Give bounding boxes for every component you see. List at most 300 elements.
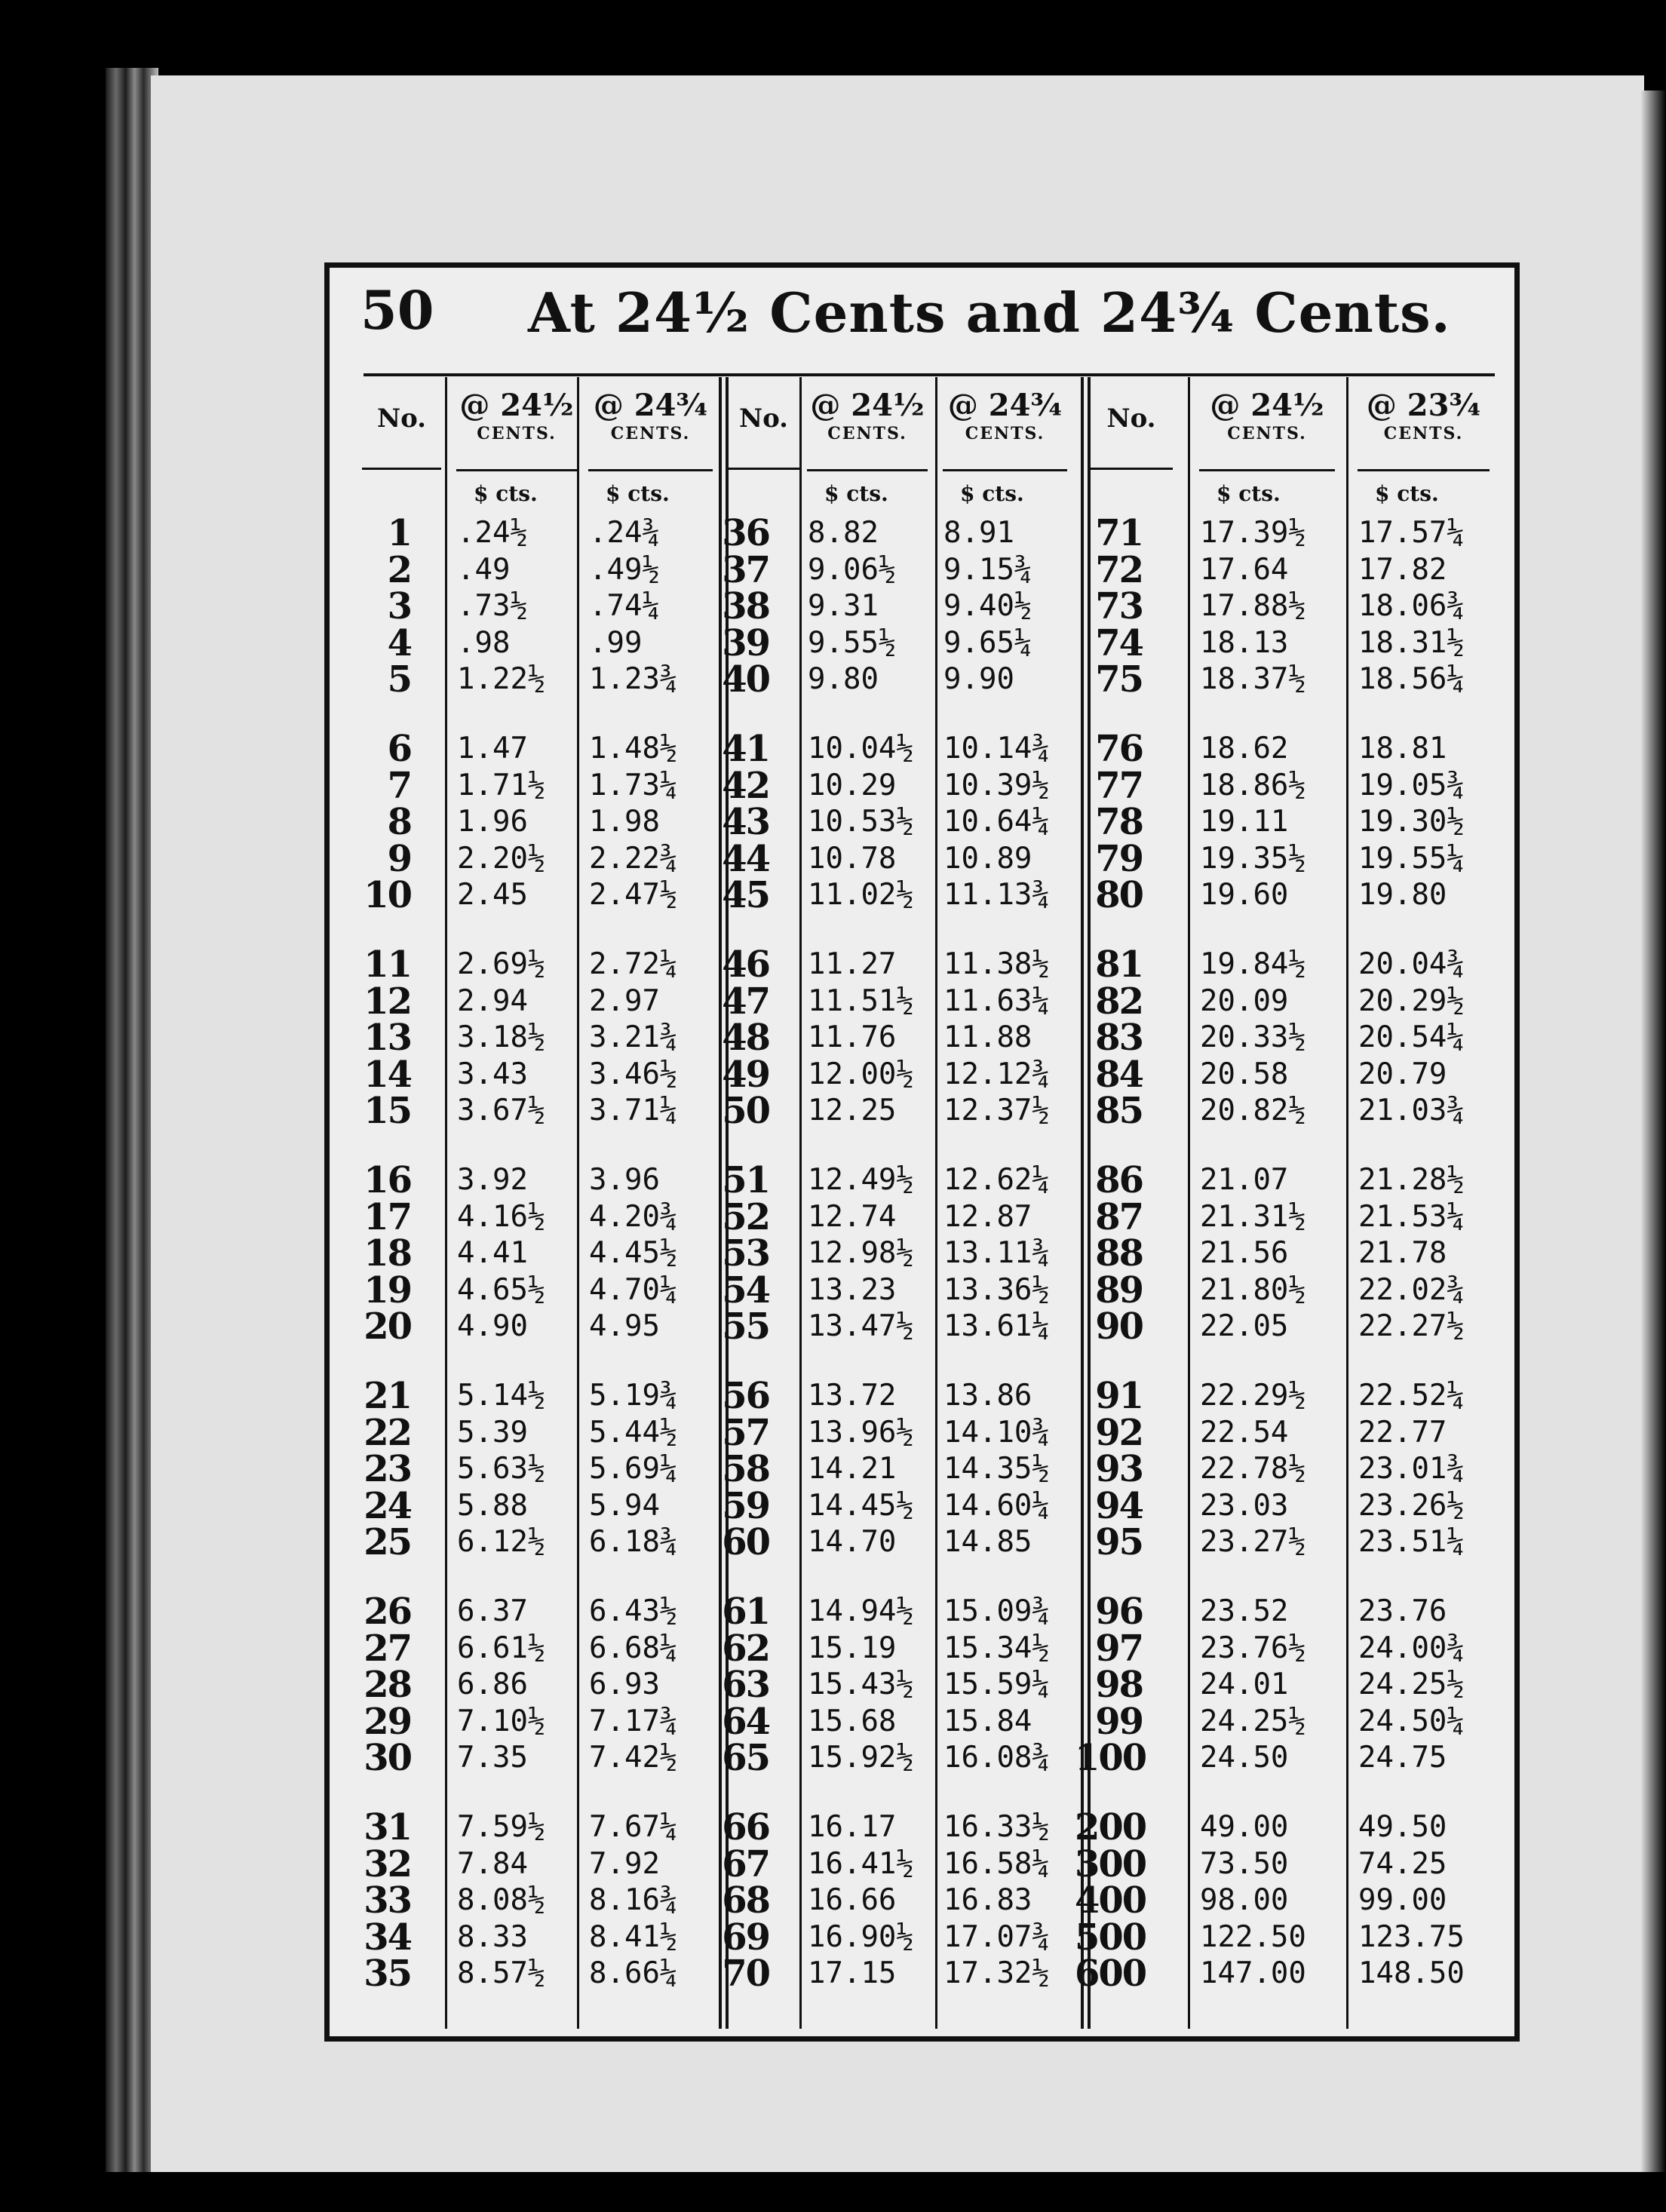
unit-label: CENTS. [1227, 424, 1307, 443]
price-at-rate-1: .49 [457, 552, 511, 587]
price-at-rate-1: 3.67½ [457, 1094, 546, 1128]
price-at-rate-1: .73½ [457, 589, 528, 624]
header-underline [1358, 469, 1490, 471]
col-divider [445, 377, 447, 2029]
price-at-rate-2: 4.70¼ [589, 1272, 678, 1307]
price-at-rate-2: 24.25½ [1358, 1667, 1465, 1702]
row-number: 28 [364, 1664, 411, 1707]
row-number: 38 [722, 585, 769, 628]
price-at-rate-2: 12.87 [943, 1199, 1032, 1234]
price-at-rate-2: .99 [589, 625, 643, 660]
price-at-rate-1: 24.50 [1200, 1741, 1289, 1775]
unit-label: CENTS. [965, 424, 1045, 443]
price-at-rate-1: 4.90 [457, 1309, 528, 1344]
row-number: 98 [1095, 1664, 1143, 1707]
row-number: 33 [364, 1879, 411, 1922]
row-number: 82 [1095, 980, 1143, 1023]
row-number: 3 [387, 585, 411, 628]
price-at-rate-1: 8.33 [457, 1919, 528, 1954]
price-at-rate-1: 5.63½ [457, 1452, 546, 1486]
price-at-rate-1: 14.70 [808, 1525, 897, 1560]
price-at-rate-2: 22.02¾ [1358, 1272, 1465, 1307]
no-column-header: No. [739, 403, 788, 434]
price-at-rate-1: 8.08½ [457, 1883, 546, 1918]
row-number: 40 [722, 658, 769, 701]
row-number: 53 [722, 1232, 769, 1275]
header-underline [456, 469, 577, 471]
price-at-rate-1: 1.47 [457, 732, 528, 765]
price-at-rate-2: 14.85 [943, 1525, 1032, 1560]
price-at-rate-1: 17.15 [808, 1956, 897, 1991]
row-number: 91 [1095, 1375, 1143, 1417]
no-column-header: No. [377, 403, 426, 434]
price-at-rate-1: 16.41½ [808, 1846, 914, 1881]
price-at-rate-1: 1.22½ [457, 662, 546, 697]
price-at-rate-1: 13.47½ [808, 1309, 914, 1344]
price-at-rate-1: 12.74 [808, 1199, 897, 1234]
price-at-rate-2: 4.20¾ [589, 1199, 678, 1234]
price-at-rate-2: 14.35½ [943, 1452, 1050, 1486]
row-number: 41 [722, 728, 769, 770]
price-at-rate-2: 18.56¼ [1358, 662, 1465, 697]
row-number: 20 [364, 1305, 411, 1348]
row-number: 89 [1095, 1269, 1143, 1312]
price-at-rate-1: 1.96 [457, 805, 528, 839]
price-at-rate-1: 8.57½ [457, 1956, 546, 1991]
price-at-rate-1: 22.78½ [1200, 1452, 1306, 1486]
price-at-rate-1: 19.11 [1200, 805, 1289, 839]
price-at-rate-2: 3.46½ [589, 1057, 678, 1091]
price-at-rate-1: .24½ [457, 516, 528, 550]
price-at-rate-2: 10.89 [943, 841, 1032, 876]
price-at-rate-2: .74¼ [589, 589, 660, 624]
price-at-rate-1: 20.82½ [1200, 1094, 1306, 1128]
row-number: 50 [722, 1090, 769, 1133]
row-number: 93 [1095, 1448, 1143, 1491]
price-at-rate-1: 14.45½ [808, 1488, 914, 1523]
price-at-rate-2: 8.41½ [589, 1919, 678, 1954]
price-at-rate-1: 19.84½ [1200, 947, 1306, 981]
rate-column-header [1195, 388, 1339, 444]
price-at-rate-1: 6.86 [457, 1667, 528, 1702]
page-edge [1641, 91, 1666, 2172]
price-at-rate-1: 11.27 [808, 947, 897, 981]
price-at-rate-2: 15.84 [943, 1704, 1032, 1738]
price-at-rate-1: 20.33½ [1200, 1020, 1306, 1055]
row-number: 48 [722, 1017, 769, 1060]
row-number: 68 [722, 1879, 769, 1922]
dollar-cents-label: $ cts. [606, 481, 670, 506]
price-at-rate-1: 22.29½ [1200, 1379, 1306, 1413]
row-number: 27 [364, 1627, 411, 1670]
row-number: 19 [364, 1269, 411, 1312]
price-at-rate-2: 12.12¾ [943, 1057, 1050, 1091]
price-at-rate-2: 13.86 [943, 1379, 1032, 1413]
price-at-rate-2: 23.26½ [1358, 1488, 1465, 1523]
row-number: 71 [1095, 512, 1143, 554]
price-at-rate-1: 98.00 [1200, 1883, 1289, 1918]
price-at-rate-2: 5.69¼ [589, 1452, 678, 1486]
price-at-rate-2: 19.55¼ [1358, 841, 1465, 876]
row-number: 57 [722, 1411, 769, 1454]
row-number: 44 [722, 837, 769, 880]
row-number: 90 [1095, 1305, 1143, 1348]
price-at-rate-2: 23.76 [1358, 1594, 1447, 1628]
price-at-rate-1: 13.96½ [808, 1415, 914, 1450]
price-at-rate-1: 19.60 [1200, 878, 1289, 913]
price-at-rate-2: 16.08¾ [943, 1741, 1050, 1775]
price-at-rate-2: 17.82 [1358, 552, 1447, 587]
rate-label: @ 24½ [1210, 388, 1324, 423]
col-divider [577, 377, 579, 2029]
price-at-rate-1: 12.49½ [808, 1163, 914, 1197]
price-at-rate-1: 10.29 [808, 768, 897, 802]
price-at-rate-1: 12.25 [808, 1094, 897, 1128]
unit-label: CENTS. [610, 424, 691, 443]
row-number: 54 [722, 1269, 769, 1312]
price-at-rate-1: 2.20½ [457, 841, 546, 876]
price-at-rate-1: 18.62 [1200, 732, 1289, 765]
header-underline [588, 469, 713, 471]
row-number: 30 [364, 1737, 411, 1780]
price-at-rate-2: 20.54¼ [1358, 1020, 1465, 1055]
row-number: 97 [1095, 1627, 1143, 1670]
price-at-rate-1: 15.19 [808, 1631, 897, 1665]
price-at-rate-2: 7.67¼ [589, 1810, 678, 1844]
price-at-rate-1: 12.98½ [808, 1236, 914, 1271]
unit-label: CENTS. [1383, 424, 1464, 443]
price-at-rate-1: 16.90½ [808, 1919, 914, 1954]
price-at-rate-2: 1.48½ [589, 732, 678, 765]
price-at-rate-2: 7.17¾ [589, 1704, 678, 1738]
price-at-rate-2: 2.22¾ [589, 841, 678, 876]
row-number: 76 [1095, 728, 1143, 770]
row-number: 80 [1095, 874, 1143, 917]
row-number: 87 [1095, 1195, 1143, 1238]
price-at-rate-2: 19.80 [1358, 878, 1447, 913]
row-number: 72 [1095, 548, 1143, 591]
col-divider [1346, 377, 1348, 2029]
price-at-rate-2: 8.16¾ [589, 1883, 678, 1918]
price-at-rate-2: 123.75 [1358, 1919, 1465, 1954]
row-number: 74 [1095, 621, 1143, 664]
price-at-rate-2: 4.95 [589, 1309, 660, 1344]
price-at-rate-1: 13.72 [808, 1379, 897, 1413]
price-at-rate-1: 20.58 [1200, 1057, 1289, 1091]
price-at-rate-1: 2.94 [457, 983, 528, 1018]
price-at-rate-2: 12.37½ [943, 1094, 1050, 1128]
price-at-rate-1: 17.88½ [1200, 589, 1306, 624]
price-at-rate-1: 12.00½ [808, 1057, 914, 1091]
price-at-rate-2: 15.59¼ [943, 1667, 1050, 1702]
price-at-rate-2: 10.39½ [943, 768, 1050, 802]
price-at-rate-2: 18.31½ [1358, 625, 1465, 660]
price-at-rate-1: 15.92½ [808, 1741, 914, 1775]
row-number: 99 [1095, 1700, 1143, 1743]
price-at-rate-1: 7.59½ [457, 1810, 546, 1844]
price-at-rate-1: 15.68 [808, 1704, 897, 1738]
row-number: 51 [722, 1159, 769, 1201]
price-at-rate-1: 1.71½ [457, 768, 546, 802]
price-at-rate-2: 11.63¼ [943, 983, 1050, 1018]
row-number: 55 [722, 1305, 769, 1348]
price-at-rate-1: 21.07 [1200, 1163, 1289, 1197]
price-at-rate-2: 17.07¾ [943, 1919, 1050, 1954]
row-number: 63 [722, 1664, 769, 1707]
col-divider [935, 377, 937, 2029]
row-number: 4 [387, 621, 411, 664]
price-at-rate-2: 5.19¾ [589, 1379, 678, 1413]
row-number: 15 [364, 1090, 411, 1133]
dollar-cents-label: $ cts. [960, 481, 1024, 506]
row-number: 29 [364, 1700, 411, 1743]
price-at-rate-2: 22.52¼ [1358, 1379, 1465, 1413]
price-at-rate-1: 22.54 [1200, 1415, 1289, 1450]
price-at-rate-1: 18.86½ [1200, 768, 1306, 802]
row-number: 16 [364, 1159, 411, 1201]
rate-label: @ 24½ [810, 388, 925, 423]
price-at-rate-2: 24.75 [1358, 1741, 1447, 1775]
price-at-rate-1: 9.80 [808, 662, 879, 697]
row-number: 66 [722, 1806, 769, 1848]
unit-label: CENTS. [827, 424, 907, 443]
row-number: 85 [1095, 1090, 1143, 1133]
rate-column-header [803, 388, 931, 444]
price-at-rate-1: 16.17 [808, 1810, 897, 1844]
price-at-rate-1: 10.53½ [808, 805, 914, 839]
row-number: 69 [722, 1916, 769, 1959]
row-number: 300 [1075, 1842, 1146, 1885]
price-at-rate-2: 14.60¼ [943, 1488, 1050, 1523]
row-number: 62 [722, 1627, 769, 1670]
price-at-rate-2: 2.72¼ [589, 947, 678, 981]
row-number: 58 [722, 1448, 769, 1491]
row-number: 81 [1095, 943, 1143, 986]
price-at-rate-1: 7.10½ [457, 1704, 546, 1738]
row-number: 70 [722, 1953, 769, 1996]
row-number: 65 [722, 1737, 769, 1780]
row-number: 24 [364, 1484, 411, 1527]
price-at-rate-2: 22.27½ [1358, 1309, 1465, 1344]
dollar-cents-label: $ cts. [474, 481, 538, 506]
price-at-rate-1: 9.31 [808, 589, 879, 624]
price-at-rate-2: 23.51¼ [1358, 1525, 1465, 1560]
row-number: 84 [1095, 1053, 1143, 1096]
price-at-rate-1: 17.39½ [1200, 516, 1306, 550]
header-underline [362, 468, 441, 470]
row-number: 10 [364, 874, 411, 917]
price-at-rate-1: 6.61½ [457, 1631, 546, 1665]
price-at-rate-1: 18.37½ [1200, 662, 1306, 697]
row-number: 7 [387, 764, 411, 807]
price-at-rate-2: 24.50¼ [1358, 1704, 1465, 1738]
price-at-rate-2: 2.97 [589, 983, 660, 1018]
price-at-rate-2: 1.98 [589, 805, 660, 839]
row-number: 47 [722, 980, 769, 1023]
price-at-rate-1: 73.50 [1200, 1846, 1289, 1881]
price-at-rate-1: 2.69½ [457, 947, 546, 981]
unit-label: CENTS. [477, 424, 557, 443]
row-number: 14 [364, 1053, 411, 1096]
price-at-rate-1: 7.35 [457, 1741, 528, 1775]
price-at-rate-1: 6.12½ [457, 1525, 546, 1560]
row-number: 32 [364, 1842, 411, 1885]
price-at-rate-1: 3.92 [457, 1163, 528, 1197]
price-at-rate-2: 5.44½ [589, 1415, 678, 1450]
price-at-rate-2: 16.83 [943, 1883, 1032, 1918]
row-number: 43 [722, 801, 769, 844]
price-at-rate-1: 4.16½ [457, 1199, 546, 1234]
price-at-rate-1: 9.06½ [808, 552, 897, 587]
title-rule [364, 373, 1495, 376]
price-at-rate-1: 23.76½ [1200, 1631, 1306, 1665]
row-number: 12 [364, 980, 411, 1023]
price-at-rate-1: .98 [457, 625, 511, 660]
price-at-rate-2: 21.28½ [1358, 1163, 1465, 1197]
price-at-rate-1: 4.65½ [457, 1272, 546, 1307]
price-at-rate-2: .24¾ [589, 516, 660, 550]
price-at-rate-1: 22.05 [1200, 1309, 1289, 1344]
row-number: 21 [364, 1375, 411, 1417]
rate-column-header [1354, 388, 1493, 444]
price-at-rate-1: 14.94½ [808, 1594, 914, 1628]
price-at-rate-1: 16.66 [808, 1883, 897, 1918]
col-divider [799, 377, 802, 2029]
price-at-rate-2: 3.21¾ [589, 1020, 678, 1055]
row-number: 100 [1075, 1737, 1146, 1780]
price-at-rate-1: 9.55½ [808, 625, 897, 660]
price-at-rate-2: 7.92 [589, 1846, 660, 1881]
price-at-rate-2: 24.00¾ [1358, 1631, 1465, 1665]
price-at-rate-1: 15.43½ [808, 1667, 914, 1702]
row-number: 17 [364, 1195, 411, 1238]
no-column-header: No. [1106, 403, 1156, 434]
price-at-rate-1: 23.27½ [1200, 1525, 1306, 1560]
row-number: 52 [722, 1195, 769, 1238]
price-at-rate-2: 13.11¾ [943, 1236, 1050, 1271]
price-at-rate-2: 21.03¾ [1358, 1094, 1465, 1128]
row-number: 400 [1075, 1879, 1146, 1922]
price-at-rate-2: 17.32½ [943, 1956, 1050, 1991]
price-at-rate-1: 5.14½ [457, 1379, 546, 1413]
price-at-rate-1: 21.80½ [1200, 1272, 1306, 1307]
price-at-rate-1: 4.41 [457, 1236, 528, 1271]
price-at-rate-2: 49.50 [1358, 1810, 1447, 1844]
row-number: 36 [722, 512, 769, 554]
row-number: 95 [1095, 1521, 1143, 1564]
price-at-rate-1: 14.21 [808, 1452, 897, 1486]
row-number: 78 [1095, 801, 1143, 844]
price-at-rate-1: 23.52 [1200, 1594, 1289, 1628]
row-number: 46 [722, 943, 769, 986]
price-at-rate-1: 122.50 [1200, 1919, 1306, 1954]
row-number: 45 [722, 874, 769, 917]
row-number: 600 [1075, 1953, 1146, 1996]
row-number: 2 [387, 548, 411, 591]
row-number: 18 [364, 1232, 411, 1275]
price-at-rate-1: 10.78 [808, 841, 897, 876]
price-at-rate-2: 3.96 [589, 1163, 660, 1197]
row-number: 25 [364, 1521, 411, 1564]
price-at-rate-2: 6.68¼ [589, 1631, 678, 1665]
price-at-rate-2: 13.36½ [943, 1272, 1050, 1307]
row-number: 5 [387, 658, 411, 701]
rate-column-header [939, 388, 1071, 444]
price-at-rate-1: 49.00 [1200, 1810, 1289, 1844]
row-number: 200 [1075, 1806, 1146, 1848]
price-at-rate-2: 7.42½ [589, 1741, 678, 1775]
price-at-rate-1: 17.64 [1200, 552, 1289, 587]
price-at-rate-2: 148.50 [1358, 1956, 1465, 1991]
price-at-rate-2: 22.77 [1358, 1415, 1447, 1450]
price-at-rate-1: 10.04½ [808, 732, 914, 765]
rate-label: @ 24½ [459, 388, 574, 423]
row-number: 34 [364, 1916, 411, 1959]
price-at-rate-2: 74.25 [1358, 1846, 1447, 1881]
row-number: 94 [1095, 1484, 1143, 1527]
price-at-rate-2: 19.30½ [1358, 805, 1465, 839]
price-at-rate-2: 8.91 [943, 516, 1014, 550]
col-divider [1188, 377, 1190, 2029]
price-at-rate-2: 9.65¼ [943, 625, 1032, 660]
rate-label: @ 24¾ [947, 388, 1063, 423]
price-at-rate-2: 2.47½ [589, 878, 678, 913]
price-at-rate-2: 21.53¼ [1358, 1199, 1465, 1234]
price-at-rate-2: 12.62¼ [943, 1163, 1050, 1197]
price-at-rate-2: 9.40½ [943, 589, 1032, 624]
row-number: 49 [722, 1053, 769, 1096]
price-at-rate-2: 3.71¼ [589, 1094, 678, 1128]
page-title: At 24½ Cents and 24¾ Cents. [528, 281, 1451, 345]
price-at-rate-1: 7.84 [457, 1846, 528, 1881]
row-number: 79 [1095, 837, 1143, 880]
row-number: 73 [1095, 585, 1143, 628]
price-at-rate-2: 15.09¾ [943, 1594, 1050, 1628]
price-at-rate-1: 13.23 [808, 1272, 897, 1307]
price-at-rate-2: 99.00 [1358, 1883, 1447, 1918]
price-at-rate-2: 11.38½ [943, 947, 1050, 981]
header-underline [807, 469, 928, 471]
row-number: 92 [1095, 1411, 1143, 1454]
price-at-rate-1: 6.37 [457, 1594, 528, 1628]
row-number: 11 [364, 943, 411, 986]
row-number: 23 [364, 1448, 411, 1491]
row-number: 59 [722, 1484, 769, 1527]
row-number: 86 [1095, 1159, 1143, 1201]
price-at-rate-2: 9.90 [943, 662, 1014, 697]
price-at-rate-2: 14.10¾ [943, 1415, 1050, 1450]
row-number: 61 [722, 1591, 769, 1633]
row-number: 22 [364, 1411, 411, 1454]
row-number: 9 [387, 837, 411, 880]
price-at-rate-2: 16.33½ [943, 1810, 1050, 1844]
row-number: 26 [364, 1591, 411, 1633]
price-at-rate-1: 3.18½ [457, 1020, 546, 1055]
price-at-rate-2: 17.57¼ [1358, 516, 1465, 550]
price-at-rate-2: 1.73¼ [589, 768, 678, 802]
row-number: 96 [1095, 1591, 1143, 1633]
price-at-rate-1: 19.35½ [1200, 841, 1306, 876]
row-number: 77 [1095, 764, 1143, 807]
row-number: 35 [364, 1953, 411, 1996]
price-at-rate-2: 6.93 [589, 1667, 660, 1702]
price-at-rate-2: 4.45½ [589, 1236, 678, 1271]
price-at-rate-2: 18.81 [1358, 732, 1447, 765]
price-at-rate-2: 11.13¾ [943, 878, 1050, 913]
price-at-rate-1: 24.01 [1200, 1667, 1289, 1702]
rate-column-header [453, 388, 581, 444]
price-at-rate-1: 5.39 [457, 1415, 528, 1450]
